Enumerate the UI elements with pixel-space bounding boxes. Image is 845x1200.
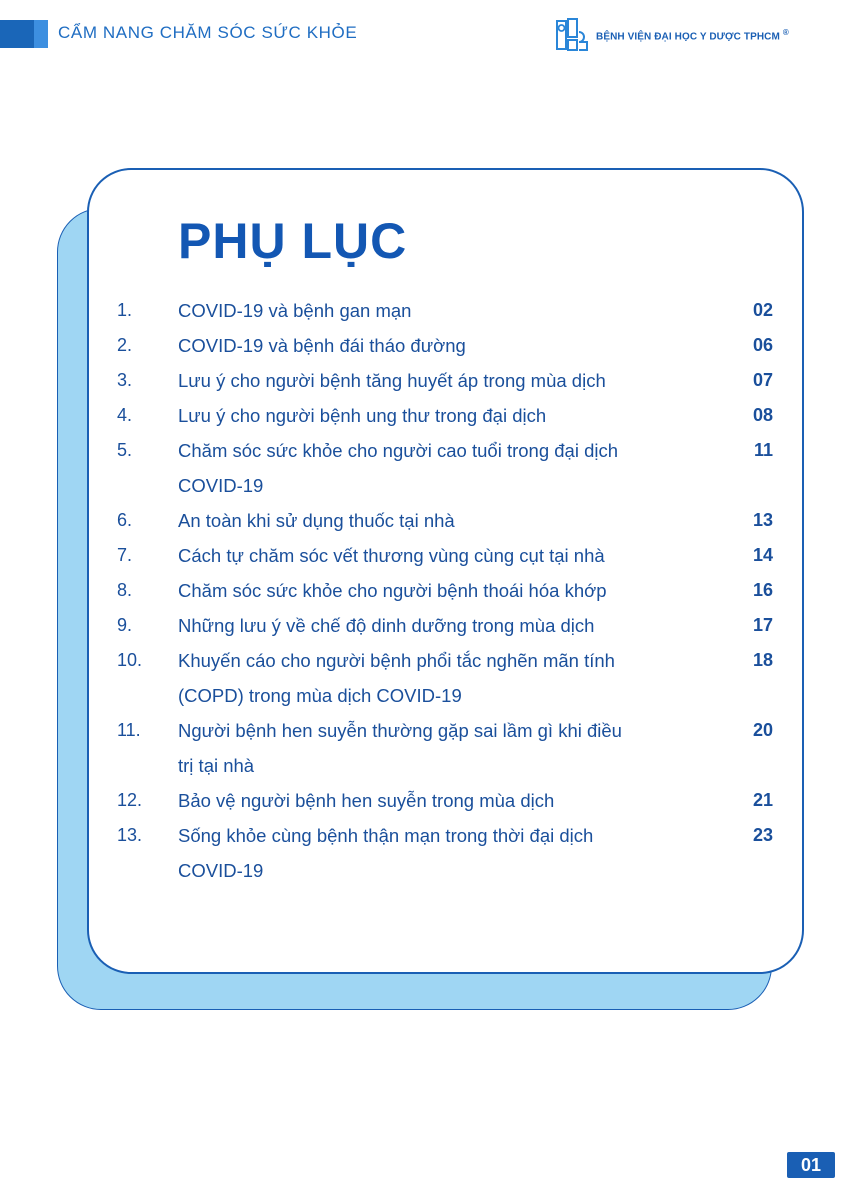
toc-item-title: (COPD) trong mùa dịch COVID-19 [178,685,462,706]
toc-item-number: 8. [117,580,133,600]
toc-item-page: 02 [752,300,773,320]
toc-heading: PHỤ LỤC [178,213,408,269]
toc-item-number: 11. [117,720,141,740]
toc-item-title: Sống khỏe cùng bệnh thận mạn trong thời đại dịch [178,825,594,846]
header-title: CẨM NANG CHĂM SÓC SỨC KHỎE [58,23,358,42]
toc-item-page: 07 [752,370,773,390]
toc-item-number: 10. [117,650,143,670]
toc-item[interactable] [0,433,845,503]
toc-item-page: 16 [752,580,773,600]
toc-item-number: 6. [117,510,133,530]
toc-item-page: 21 [752,790,773,810]
toc-item-title: COVID-19 và bệnh gan mạn [178,300,412,321]
toc-item[interactable] [0,293,845,328]
toc-item[interactable] [0,608,845,643]
toc-item[interactable] [0,818,845,888]
toc-item-number: 9. [117,615,133,635]
toc-item-title: Cách tự chăm sóc vết thương vùng cùng cụt tại nhà [178,545,605,566]
toc-item-title: Lưu ý cho người bệnh tăng huyết áp trong mùa dịch [178,370,606,391]
toc-item-title: Người bệnh hen suyễn thường gặp sai lầm gì khi điều [178,720,622,741]
toc-item-title: COVID-19 [178,475,264,496]
toc-item-number: 13. [117,825,143,845]
hospital-name: BỆNH VIỆN ĐẠI HỌC Y DƯỢC TPHCM ® [596,28,789,43]
toc-item-title: An toàn khi sử dụng thuốc tại nhà [178,510,455,531]
toc-item-title: Chăm sóc sức khỏe cho người bệnh thoái hóa khớp [178,580,607,601]
toc-item-title: Những lưu ý về chế độ dinh dưỡng trong mùa dịch [178,615,595,636]
toc-item[interactable] [0,643,845,713]
toc-item-page: 23 [752,825,773,845]
toc-item[interactable] [0,538,845,573]
toc-item[interactable] [0,713,845,783]
toc-item-title: Khuyến cáo cho người bệnh phổi tắc nghẽn mãn tính [178,650,615,671]
toc-item-page: 11 [753,440,773,460]
toc-item[interactable] [0,363,845,398]
toc-item-page: 20 [752,720,773,740]
toc-item-number: 3. [117,370,133,390]
toc-item[interactable] [0,573,845,608]
toc-item-page: 17 [752,615,773,635]
toc-item-title: Lưu ý cho người bệnh ung thư trong đại dịch [178,405,547,426]
toc-item-page: 14 [752,545,773,565]
toc-item[interactable] [0,328,845,363]
toc-item-page: 06 [752,335,773,355]
toc-item-number: 2. [117,335,133,355]
toc-item-page: 13 [752,510,773,530]
toc-item-number: 5. [117,440,133,460]
header-accent-bar-light [34,20,48,48]
toc-item-number: 7. [117,545,133,565]
toc-item-title: COVID-19 và bệnh đái tháo đường [178,335,466,356]
toc-item[interactable] [0,503,845,538]
toc-item-title: trị tại nhà [178,755,255,776]
page-number: 01 [787,1152,835,1178]
toc-item[interactable] [0,398,845,433]
toc-item-number: 4. [117,405,133,425]
toc-item[interactable] [0,783,845,818]
toc-item-number: 1. [117,300,133,320]
header-accent-bar [0,20,34,48]
toc-item-page: 18 [752,650,773,670]
toc-item-title: Chăm sóc sức khỏe cho người cao tuổi trong đại dịch [178,440,619,461]
toc-item-number: 12. [117,790,143,810]
hospital-logo-icon [556,18,590,52]
toc-item-title: Bảo vệ người bệnh hen suyễn trong mùa dịch [178,790,555,811]
toc-item-page: 08 [752,405,773,425]
toc-item-title: COVID-19 [178,860,264,881]
